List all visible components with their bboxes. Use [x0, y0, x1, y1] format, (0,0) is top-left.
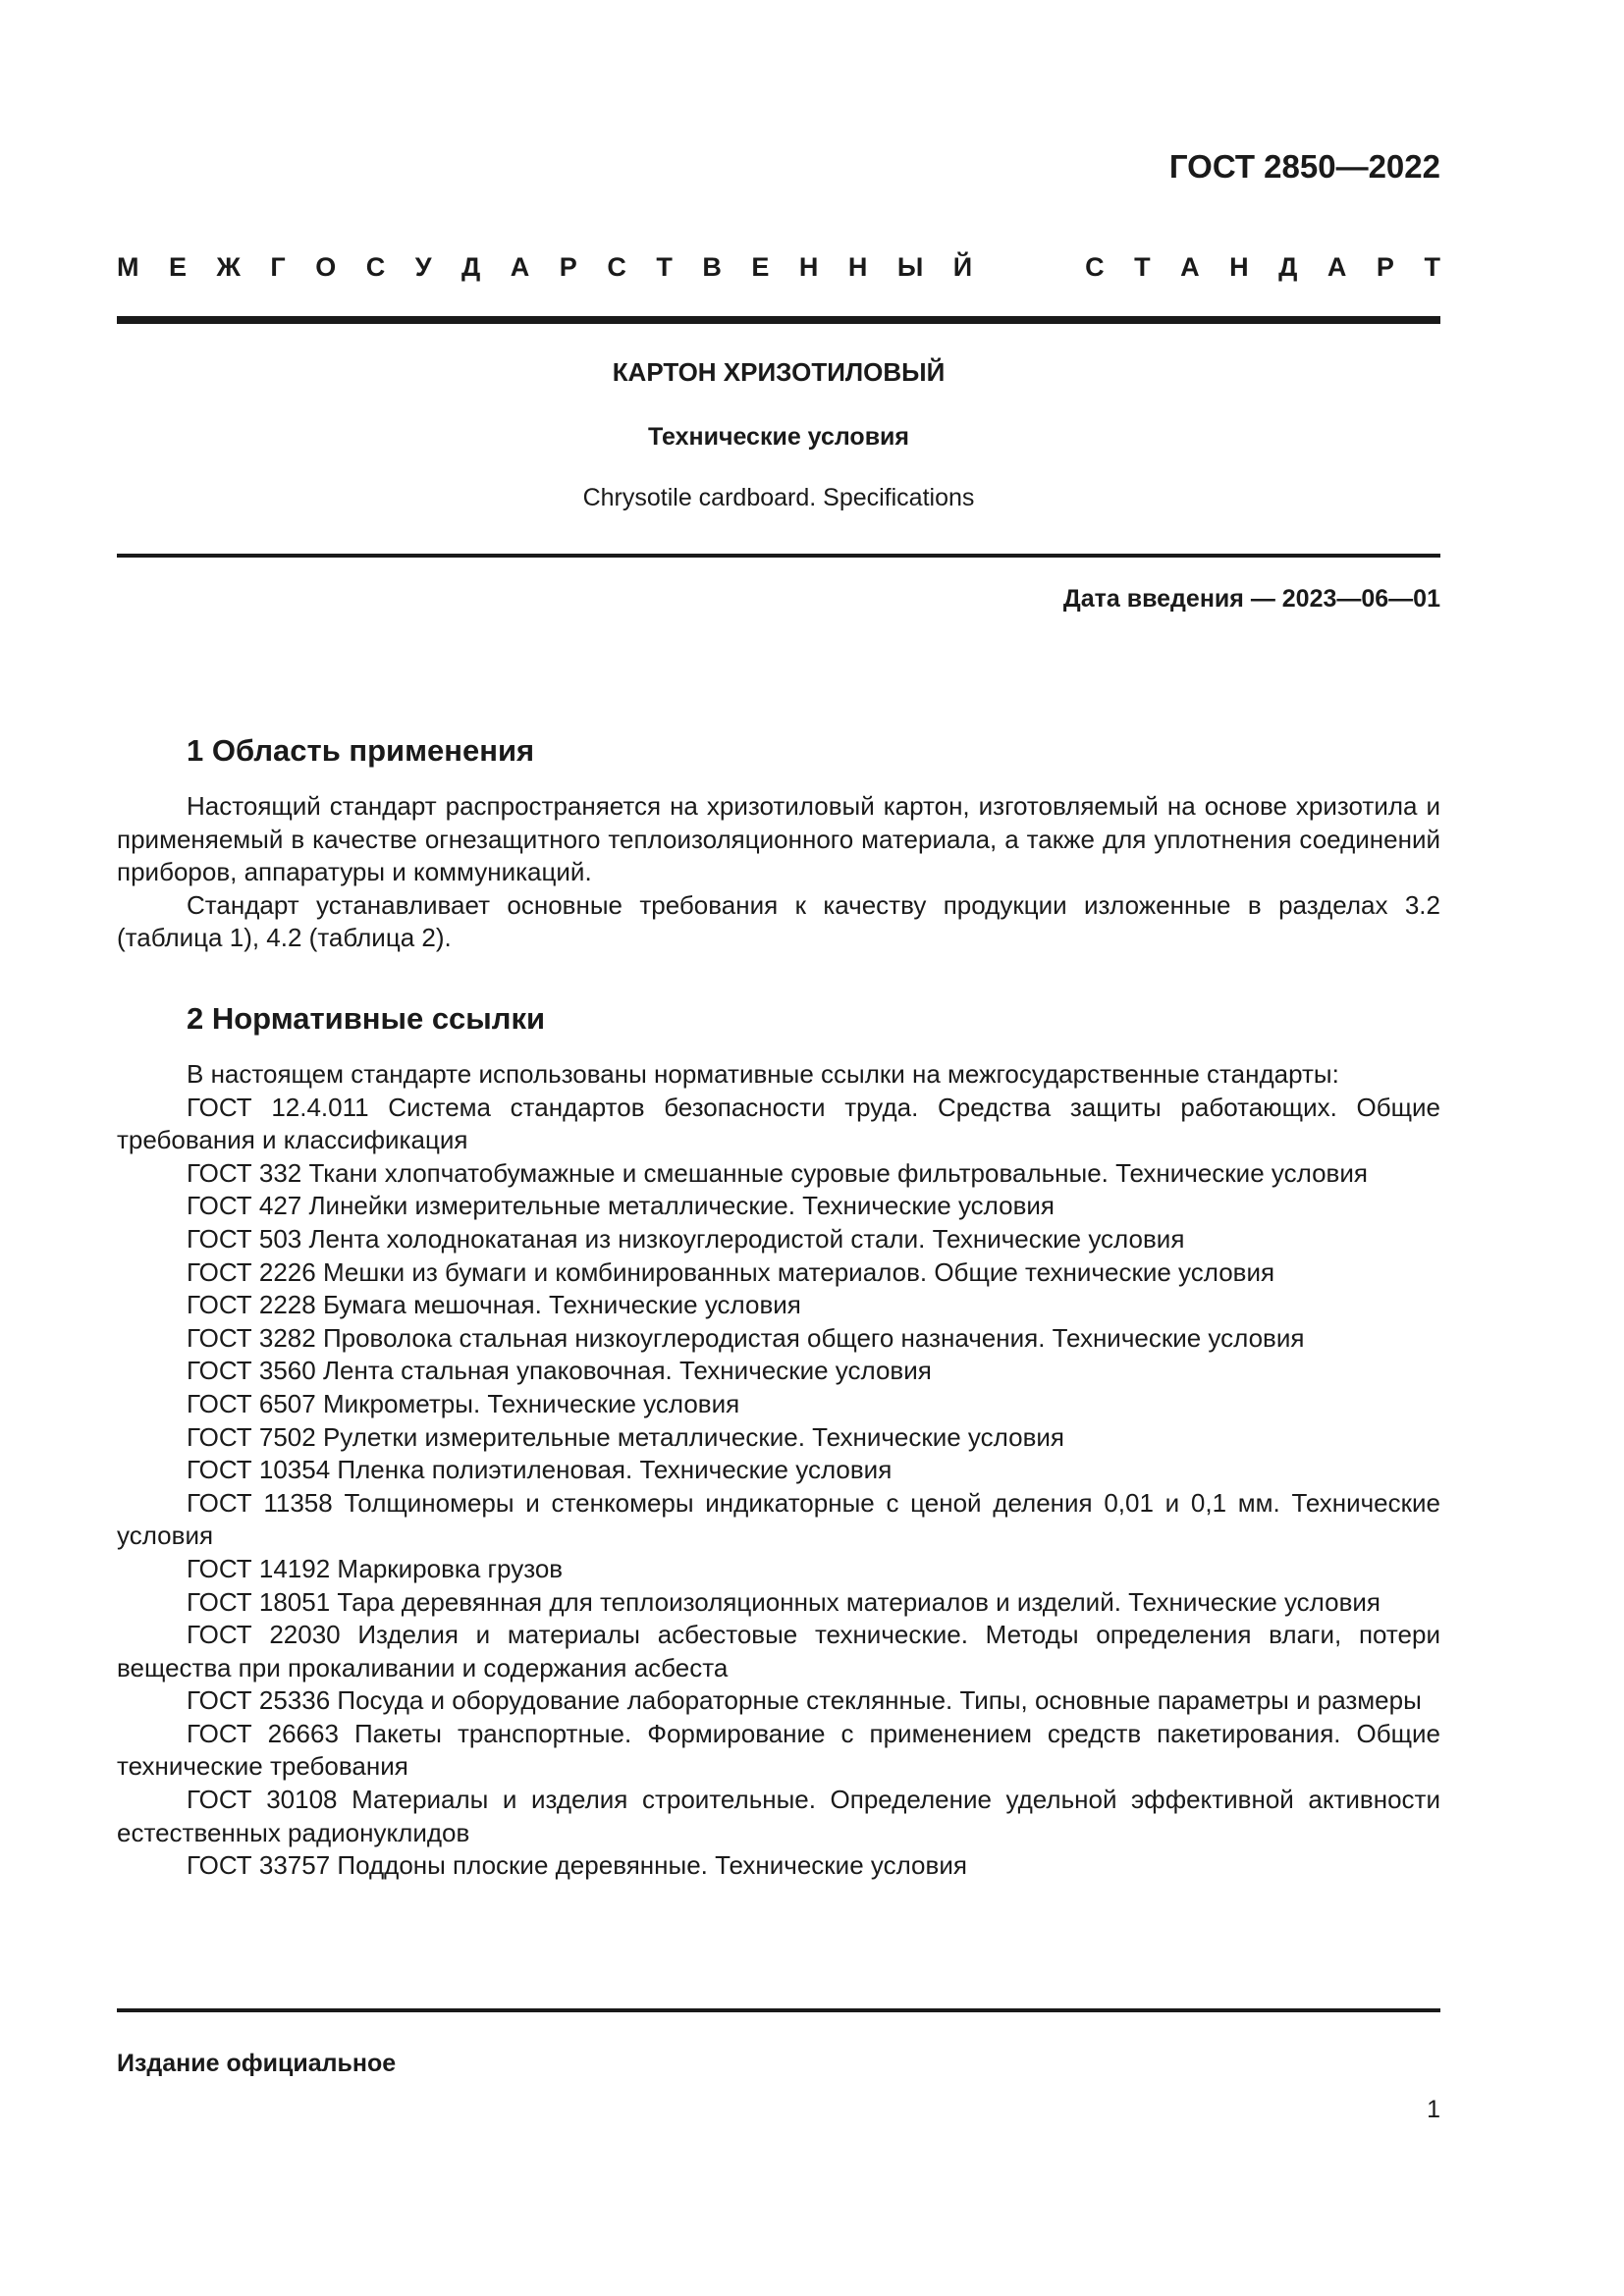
- section-2-body: [117, 1058, 1440, 1883]
- reference-item: [117, 1421, 1440, 1455]
- banner-letter: Н: [1229, 252, 1249, 282]
- reference-item: [117, 1553, 1440, 1586]
- reference-code: ГОСТ 30108: [187, 1785, 338, 1815]
- reference-code: ГОСТ 12.4.011: [187, 1092, 369, 1122]
- reference-code: ГОСТ 14192: [187, 1553, 331, 1583]
- section-2-heading: 2 Нормативные ссылки: [187, 1001, 546, 1036]
- reference-title: Микрометры. Технические условия: [322, 1388, 740, 1418]
- reference-title: Система стандартов безопасности труда. Средства защиты работающих. Общие требования и классификация: [117, 1092, 1440, 1155]
- banner-letter: М: [117, 252, 139, 282]
- banner-letter: Ы: [896, 252, 924, 282]
- reference-item: [117, 1092, 1440, 1157]
- banner-letter: Н: [798, 252, 819, 282]
- reference-item: [117, 1256, 1440, 1290]
- banner-letter: С: [1085, 252, 1105, 282]
- document-title: КАРТОН ХРИЗОТИЛОВЫЙ: [612, 357, 946, 387]
- reference-code: ГОСТ 3560: [187, 1356, 316, 1386]
- reference-title: Бумага мешочная. Технические условия: [322, 1290, 801, 1320]
- reference-title: Маркировка грузов: [337, 1553, 564, 1583]
- reference-title: Линейки измерительные металлические. Технические условия: [308, 1191, 1056, 1221]
- reference-title: Толщиномеры и стенкомеры индикаторные с ценой деления 0,01 и 0,1 мм. Технические условия: [117, 1487, 1441, 1551]
- reference-title: Мешки из бумаги и комбинированных материалов. Общие технические условия: [322, 1256, 1275, 1287]
- banner-letter: Р: [1376, 252, 1394, 282]
- reference-item: [117, 1223, 1440, 1256]
- section-1-heading: 1 Область применения: [187, 733, 535, 768]
- section-1-paragraph: Настоящий стандарт распространяется на хризотиловый картон, изготовляемый на основе хризотила и применяемый в качестве огнезащитного теплоизоляционного материала, а также для уплотнения соединений приборов, аппаратуры и коммуникаций.: [117, 791, 1440, 887]
- reference-title: Изделия и материалы асбестовые технические. Методы определения влаги, потери вещества при прокаливании и содержания асбеста: [117, 1620, 1440, 1682]
- section-1-body: [117, 790, 1440, 955]
- reference-code: ГОСТ 18051: [187, 1586, 331, 1617]
- banner-letter: А: [510, 252, 530, 282]
- banner-letter: А: [1180, 252, 1200, 282]
- section-2-intro: В настоящем стандарте использованы нормативные ссылки на межгосударственные стандарты:: [187, 1059, 1339, 1089]
- reference-title: Рулетки измерительные металлические. Технические условия: [322, 1421, 1064, 1452]
- banner-letter: В: [702, 252, 722, 282]
- introduction-date: Дата введения — 2023—06—01: [1062, 585, 1440, 613]
- reference-code: ГОСТ 26663: [187, 1718, 339, 1748]
- document-subtitle: Технические условия: [647, 423, 910, 451]
- banner-letter: У: [414, 252, 432, 282]
- banner-letter: С: [607, 252, 626, 282]
- reference-code: ГОСТ 7502: [187, 1421, 316, 1452]
- banner-letter: Т: [1134, 252, 1151, 282]
- banner-letter: Е: [751, 252, 770, 282]
- banner-letter: Д: [1278, 252, 1298, 282]
- banner-letter: Ж: [216, 252, 241, 282]
- banner-letter: О: [315, 252, 337, 282]
- footer-divider: [117, 2008, 1440, 2012]
- reference-item: [117, 1388, 1440, 1421]
- reference-title: Поддоны плоские деревянные. Технические условия: [337, 1850, 967, 1881]
- reference-code: ГОСТ 22030: [187, 1620, 341, 1650]
- section-1-paragraph: Стандарт устанавливает основные требования к качеству продукции изложенные в разделах 3.2 (таблица 1), 4.2 (таблица 2).: [117, 889, 1440, 953]
- banner-letter: Й: [952, 252, 973, 282]
- banner-word-gap: [1002, 250, 1056, 284]
- banner-letter: Д: [461, 252, 481, 282]
- banner-letter: Е: [169, 252, 188, 282]
- reference-code: ГОСТ 3282: [187, 1322, 316, 1353]
- reference-code: ГОСТ 503: [187, 1223, 302, 1254]
- reference-item: [117, 1322, 1440, 1356]
- reference-title: Лента холоднокатаная из низкоуглеродистой стали. Технические условия: [308, 1223, 1185, 1254]
- header-divider-thick: [117, 316, 1440, 324]
- reference-code: ГОСТ 332: [187, 1157, 302, 1188]
- reference-code: ГОСТ 6507: [187, 1388, 316, 1418]
- banner-letter: Т: [656, 252, 673, 282]
- reference-title: Тара деревянная для теплоизоляционных материалов и изделий. Технические условия: [337, 1586, 1380, 1617]
- banner-letter: Р: [559, 252, 577, 282]
- document-number: ГОСТ 2850—2022: [1168, 148, 1440, 185]
- reference-item: [117, 1355, 1440, 1388]
- reference-title: Пакеты транспортные. Формирование с применением средств пакетирования. Общие технические требования: [117, 1718, 1440, 1782]
- reference-item: [117, 1454, 1440, 1487]
- banner-letter: Н: [847, 252, 868, 282]
- reference-title: Посуда и оборудование лабораторные стеклянные. Типы, основные параметры и размеры: [337, 1685, 1422, 1716]
- reference-code: ГОСТ 10354: [187, 1455, 331, 1485]
- title-divider: [117, 554, 1440, 558]
- official-edition-note: Издание официальное: [117, 2050, 397, 2077]
- reference-title: Материалы и изделия строительные. Определение удельной эффективной активности естественных радионуклидов: [117, 1785, 1440, 1847]
- reference-code: ГОСТ 11358: [187, 1487, 333, 1518]
- reference-item: [117, 1718, 1440, 1784]
- reference-code: ГОСТ 2226: [187, 1256, 316, 1287]
- page-number: 1: [1427, 2096, 1440, 2123]
- banner-letter: А: [1326, 252, 1347, 282]
- reference-title: Проволока стальная низкоуглеродистая общего назначения. Технические условия: [322, 1322, 1305, 1353]
- reference-title: Лента стальная упаковочная. Технические условия: [322, 1356, 932, 1386]
- reference-item: [117, 1619, 1440, 1684]
- reference-title: Пленка полиэтиленовая. Технические условия: [337, 1455, 893, 1485]
- reference-item: [117, 1190, 1440, 1223]
- english-title: Chrysotile cardboard. Specifications: [582, 484, 975, 511]
- reference-code: ГОСТ 427: [187, 1191, 302, 1221]
- normative-references-list: [117, 1092, 1440, 1883]
- banner-letter: С: [365, 252, 386, 282]
- reference-item: [117, 1289, 1440, 1322]
- reference-code: ГОСТ 25336: [187, 1685, 331, 1716]
- reference-title: Ткани хлопчатобумажные и смешанные суровые фильтровальные. Технические условия: [308, 1157, 1368, 1188]
- reference-item: [117, 1684, 1440, 1718]
- reference-code: ГОСТ 33757: [187, 1850, 331, 1881]
- reference-code: ГОСТ 2228: [187, 1290, 316, 1320]
- interstate-standard-banner: [117, 250, 1440, 284]
- reference-item: [117, 1157, 1440, 1191]
- reference-item: [117, 1487, 1440, 1553]
- reference-item: [117, 1849, 1440, 1883]
- reference-item: [117, 1784, 1440, 1849]
- banner-letter: Т: [1424, 252, 1440, 282]
- reference-item: [117, 1586, 1440, 1620]
- banner-letter: Г: [270, 252, 286, 282]
